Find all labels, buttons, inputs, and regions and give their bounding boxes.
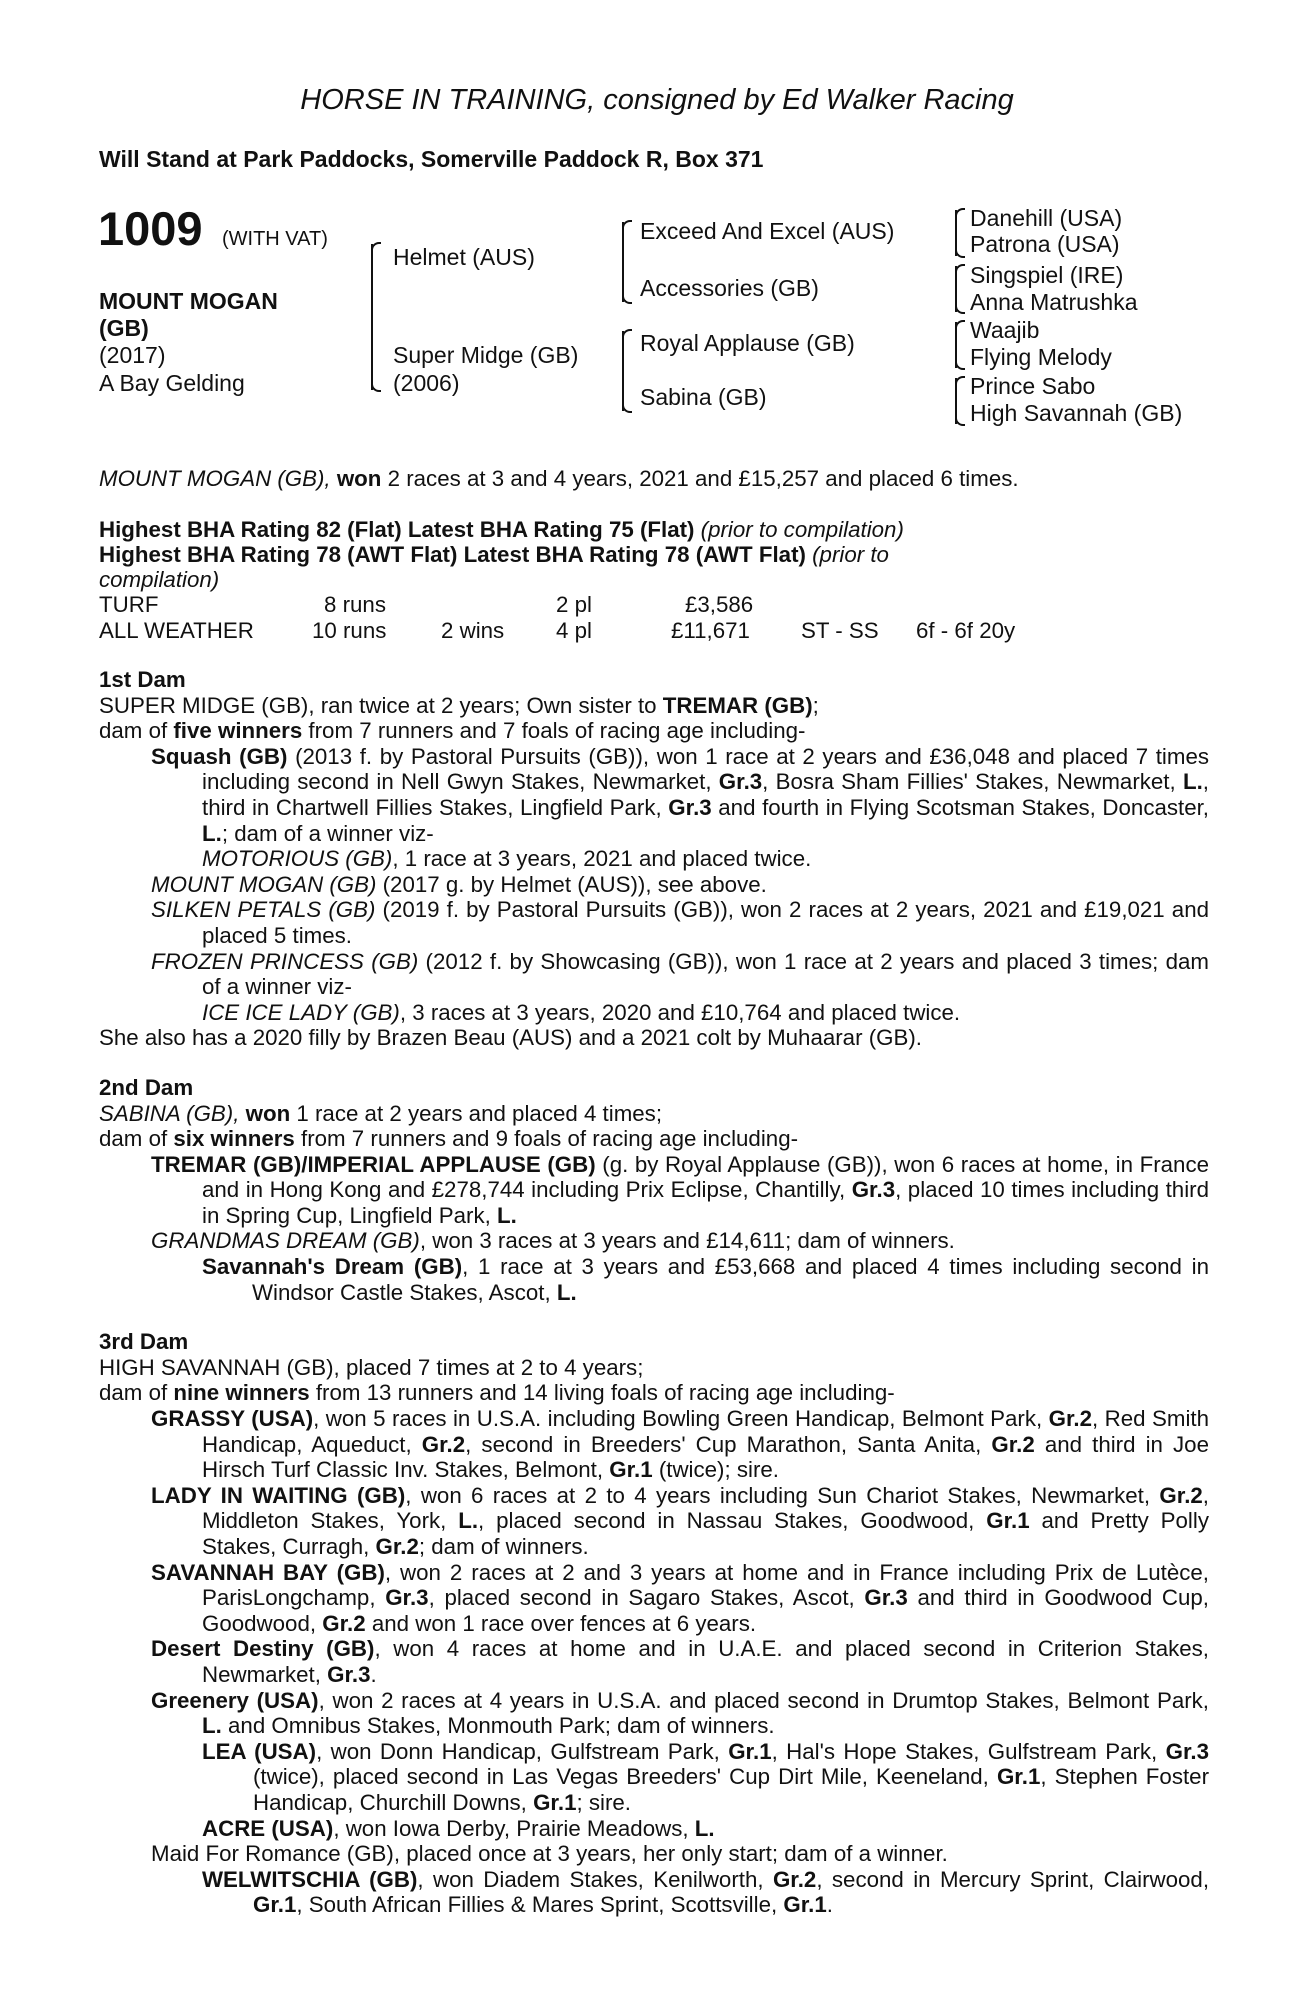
second-dam-heading: 2nd Dam — [99, 1074, 194, 1100]
pedigree-brace-dam — [622, 331, 624, 411]
third-dam-line: HIGH SAVANNAH (GB), placed 7 times at 2 to 4 years; — [99, 1354, 644, 1380]
rating-awt: Highest BHA Rating 78 (AWT Flat) Latest BHA Rating 78 (AWT Flat) (prior to — [99, 542, 889, 567]
stand-location: Will Stand at Park Paddocks, Somerville Paddock R, Box 371 — [99, 146, 764, 172]
third-dam-heading: 3rd Dam — [99, 1329, 189, 1355]
pedigree-notes — [99, 667, 1209, 1918]
pedigree-dam-sire: Royal Applause (GB) — [640, 330, 855, 356]
pedigree-g4: Anna Matrushka — [970, 289, 1138, 315]
produce-frozen-princess: FROZEN PRINCESS (GB) (2012 f. by Showcasing (GB)), won 1 race at 2 years and placed 3 times; dam of a winner viz- — [151, 948, 1209, 1000]
produce-grandmas-dream: GRANDMAS DREAM (GB), won 3 races at 3 years and £14,611; dam of winners. — [151, 1228, 955, 1254]
produce-welwitschia: WELWITSCHIA (GB), won Diadem Stakes, Kenilworth, Gr.2, second in Mercury Sprint, Clairwood, Gr.1, South African Fillies & Mares Sprint, Scottsville, Gr.1. — [202, 1866, 1210, 1918]
horse-description: A Bay Gelding — [99, 370, 245, 396]
pedigree-g2: Patrona (USA) — [970, 231, 1120, 257]
pedigree-g5: Waajib — [970, 317, 1040, 343]
produce-silken-petals: SILKEN PETALS (GB) (2019 f. by Pastoral Pursuits (GB)), won 2 races at 2 years, 2021 and £19,021 and placed 5 times. — [151, 897, 1210, 948]
produce-grassy: GRASSY (USA), won 5 races in U.S.A. including Bowling Green Handicap, Belmont Park, Gr.2, Red Smith Handicap, Aqueduct, Gr.2, second in Breeders' Cup Marathon, Santa Anita, Gr.2 and third in Joe Hirsch Turf Classic Inv. Stakes, Belmont, Gr.1 (twice); sire. — [151, 1406, 1210, 1483]
produce-savannah-bay: SAVANNAH BAY (GB), won 2 races at 2 and 3 years at home and in France including Prix de Lutèce, ParisLongchamp, Gr.3, placed second in Sagaro Stakes, Ascot, Gr.3 and third in Goodwood Cup, Goodwood, Gr.2 and won 1 race over fences at 6 years. — [151, 1559, 1210, 1636]
rating-awt-note: compilation) — [99, 567, 220, 592]
record-aw-money: £11,671 — [671, 618, 750, 643]
second-dam-produce: dam of six winners from 7 runners and 9 foals of racing age including- — [99, 1126, 799, 1152]
produce-savannahs-dream: Savannah's Dream (GB), 1 race at 3 years and £53,668 and placed 4 times including second in Windsor Castle Stakes, Ascot, L. — [202, 1254, 1209, 1305]
pedigree-g1: Danehill (USA) — [970, 205, 1123, 231]
record-aw-going: ST - SS — [801, 618, 879, 643]
produce-squash: Squash (GB) (2013 f. by Pastoral Pursuits (GB)), won 1 race at 2 years and £36,048 and placed 7 times including second in Nell Gwyn Stakes, Newmarket, Gr.3, Bosra Sham Fillies' Stakes, Newmarket, L., third in Chartwell Fillies Stakes, Lingfield Park, Gr.3 and fourth in Flying Scotsman Stakes, Doncaster, L.; dam of a winner viz- — [151, 743, 1210, 846]
rating-flat: Highest BHA Rating 82 (Flat) Latest BHA Rating 75 (Flat) (prior to compilation) — [99, 517, 904, 542]
pedigree-brace-g12 — [955, 210, 957, 256]
produce-greenery: Greenery (USA), won 2 races at 4 years in U.S.A. and placed second in Drumtop Stakes, Belmont Park, L. and Omnibus Stakes, Monmouth Park; dam of winners. — [151, 1687, 1210, 1739]
record-turf-label: TURF — [99, 592, 159, 617]
horse-name: MOUNT MOGAN — [99, 288, 278, 314]
pedigree-g3: Singspiel (IRE) — [970, 262, 1124, 288]
produce-mount-mogan: MOUNT MOGAN (GB) (2017 g. by Helmet (AUS)), see above. — [151, 871, 767, 897]
race-summary: MOUNT MOGAN (GB), won 2 races at 3 and 4 years, 2021 and £15,257 and placed 6 times. — [99, 466, 1019, 491]
pedigree-g7: Prince Sabo — [970, 373, 1096, 399]
produce-lea: LEA (USA), won Donn Handicap, Gulfstream Park, Gr.1, Hal's Hope Stakes, Gulfstream Park, Gr.3 (twice), placed second in Las Vegas Breeders' Cup Dirt Mile, Keeneland, Gr.1, Stephen Foster Handicap, Churchill Downs, Gr.1; sire. — [202, 1738, 1210, 1815]
record-turf-pl: 2 pl — [556, 592, 592, 617]
page-title: HORSE IN TRAINING, consigned by Ed Walker Racing — [300, 84, 1014, 116]
second-dam-line: SABINA (GB), won 1 race at 2 years and placed 4 times; — [99, 1100, 663, 1126]
pedigree-g6: Flying Melody — [970, 344, 1112, 370]
record-aw-wins: 2 wins — [441, 618, 505, 643]
pedigree-brace-main — [371, 244, 373, 390]
pedigree-brace-sire — [622, 222, 624, 302]
produce-tremar: TREMAR (GB)/IMPERIAL APPLAUSE (GB) (g. by Royal Applause (GB)), won 6 races at home, in France and in Hong Kong and £278,744 including Prix Eclipse, Chantilly, Gr.3, placed 10 times including third in Spring Cup, Lingfield Park, L. — [151, 1151, 1209, 1228]
record-turf-money: £3,586 — [685, 592, 754, 617]
produce-ice-ice-lady: ICE ICE LADY (GB), 3 races at 3 years, 2020 and £10,764 and placed twice. — [202, 999, 961, 1025]
pedigree-dam: Super Midge (GB) — [393, 342, 579, 368]
first-dam-produce: dam of five winners from 7 runners and 7 foals of racing age including- — [99, 718, 806, 744]
pedigree-brace-g56 — [955, 322, 957, 368]
horse-country: (GB) — [99, 315, 149, 341]
record-aw-dist: 6f - 6f 20y — [916, 618, 1016, 643]
third-dam-produce: dam of nine winners from 13 runners and 14 living foals of racing age including- — [99, 1380, 895, 1406]
pedigree-brace-g34 — [955, 266, 957, 312]
pedigree-sire: Helmet (AUS) — [393, 244, 535, 270]
produce-lady-in-waiting: LADY IN WAITING (GB), won 6 races at 2 to 4 years including Sun Chariot Stakes, Newmarket, Gr.2, Middleton Stakes, York, L., placed second in Nassau Stakes, Goodwood, Gr.1 and Pretty Polly Stakes, Curragh, Gr.2; dam of winners. — [151, 1482, 1209, 1559]
pedigree-brace-g78 — [955, 378, 957, 424]
record-aw-pl: 4 pl — [556, 618, 592, 643]
vat-label: (WITH VAT) — [222, 228, 328, 250]
produce-acre: ACRE (USA), won Iowa Derby, Prairie Meadows, L. — [202, 1815, 715, 1841]
pedigree-dam-dam: Sabina (GB) — [640, 384, 767, 410]
first-dam-heading: 1st Dam — [99, 667, 186, 692]
first-dam-also: She also has a 2020 filly by Brazen Beau (AUS) and a 2021 colt by Muhaarar (GB). — [99, 1025, 922, 1051]
pedigree-sire-sire: Exceed And Excel (AUS) — [640, 218, 895, 244]
record-aw-label: ALL WEATHER — [99, 618, 254, 643]
first-dam-line: SUPER MIDGE (GB), ran twice at 2 years; Own sister to TREMAR (GB); — [99, 692, 819, 718]
produce-motorious: MOTORIOUS (GB), 1 race at 3 years, 2021 and placed twice. — [202, 846, 812, 872]
pedigree-sire-dam: Accessories (GB) — [640, 275, 819, 301]
record-aw-runs: 10 runs — [312, 618, 387, 643]
lot-number: 1009 — [98, 202, 203, 255]
pedigree-g8: High Savannah (GB) — [970, 400, 1183, 426]
record-turf-runs: 8 runs — [324, 592, 386, 617]
horse-year: (2017) — [99, 342, 166, 368]
produce-desert-destiny: Desert Destiny (GB), won 4 races at home and in U.A.E. and placed second in Criterion Stakes, Newmarket, Gr.3. — [151, 1636, 1209, 1687]
pedigree-dam-year: (2006) — [393, 370, 460, 396]
produce-maid-for-romance: Maid For Romance (GB), placed once at 3 years, her only start; dam of a winner. — [151, 1841, 948, 1867]
